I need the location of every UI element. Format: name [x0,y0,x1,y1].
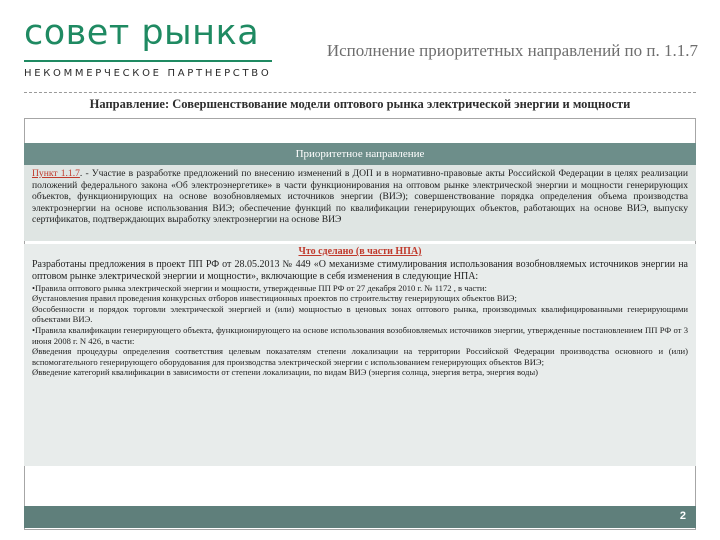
priority-panel-body [24,165,696,241]
done-section-heading: Что сделано (в части НПА) [298,246,422,257]
logo [24,14,274,84]
list-item: Øособенности и порядок торговли электрической энергией и (или) мощностью в ценовых зонах оптового рынка, производимых квалифицированными генерирующими объектами ВИЭ. [32,303,688,325]
logo-main-text: совет рынка [24,13,260,53]
page-number: 2 [679,510,686,522]
done-section [24,244,696,466]
list-item: Øвведение категорий квалификации в зависимости от степени локализации, по видам ВИЭ (энергия солнца, энергия ветра, энергия воды) [32,367,539,378]
item-description: . - Участие в разработке предложений по внесению изменений в ДОП и в нормативно-правовые акты Российской Федерации в целях реализации положений федерального закона «Об электроэнергетике» в части функционирования на оптовом рынке электрической энергии и мощности генерирующих объектов, функционирующих на основе возобновляемых источников энергии (ВИЭ); совершенствование порядка определения объема производства электроэнергии на основе использования ВИЭ; обеспечение функций по квалификации генерирующих объектов, работающих на основе ВИЭ, выпуску сертификатов, подтверждающих выработку электроэнергии на основе ВИЭ [32,168,688,226]
footer-bar [24,506,696,528]
direction-heading: Направление: Совершенствование модели оптового рынка электрической энергии и мощности [89,97,631,111]
list-item: Øвведения процедуры определения соответствия целевым показателям степени локализации на территории Российской Федерации производства основного и (или) вспомогательного генерирующего оборудования для производства электрической энергии с использованием генерирующих объектов ВИЭ; [32,346,688,367]
list-item: Øустановления правил проведения конкурсных отборов инвестиционных проектов по строительству генерирующих объектов ВИЭ; [32,293,517,304]
list-item: •Правила оптового рынка электрической энергии и мощности, утвержденные ПП РФ от 27 декабря 2010 г. № 1172 , в части: [32,282,487,293]
header-divider [24,92,696,93]
item-reference: Пункт 1.1.7 [32,168,80,179]
slide-title: Исполнение приоритетных направлений по п. 1.1.7 [326,41,698,60]
list-item: •Правила квалификации генерирующего объекта, функционирующего на основе использования возобновляемых источников энергии, утвержденные постановлением ПП РФ от 3 июня 2008 г. N 426, в части: [32,324,688,346]
logo-rule [24,60,272,62]
done-intro: Разработаны предложения в проект ПП РФ от 28.05.2013 № 449 «О механизме стимулирования использования возобновляемых источников энергии на оптовом рынке электрической энергии и мощности», включающие в себя изменения в следующие НПА: [32,258,688,282]
logo-subtitle: НЕКОММЕРЧЕСКОЕ ПАРТНЕРСТВО [24,68,272,79]
priority-panel-header: Приоритетное направление [24,143,696,165]
